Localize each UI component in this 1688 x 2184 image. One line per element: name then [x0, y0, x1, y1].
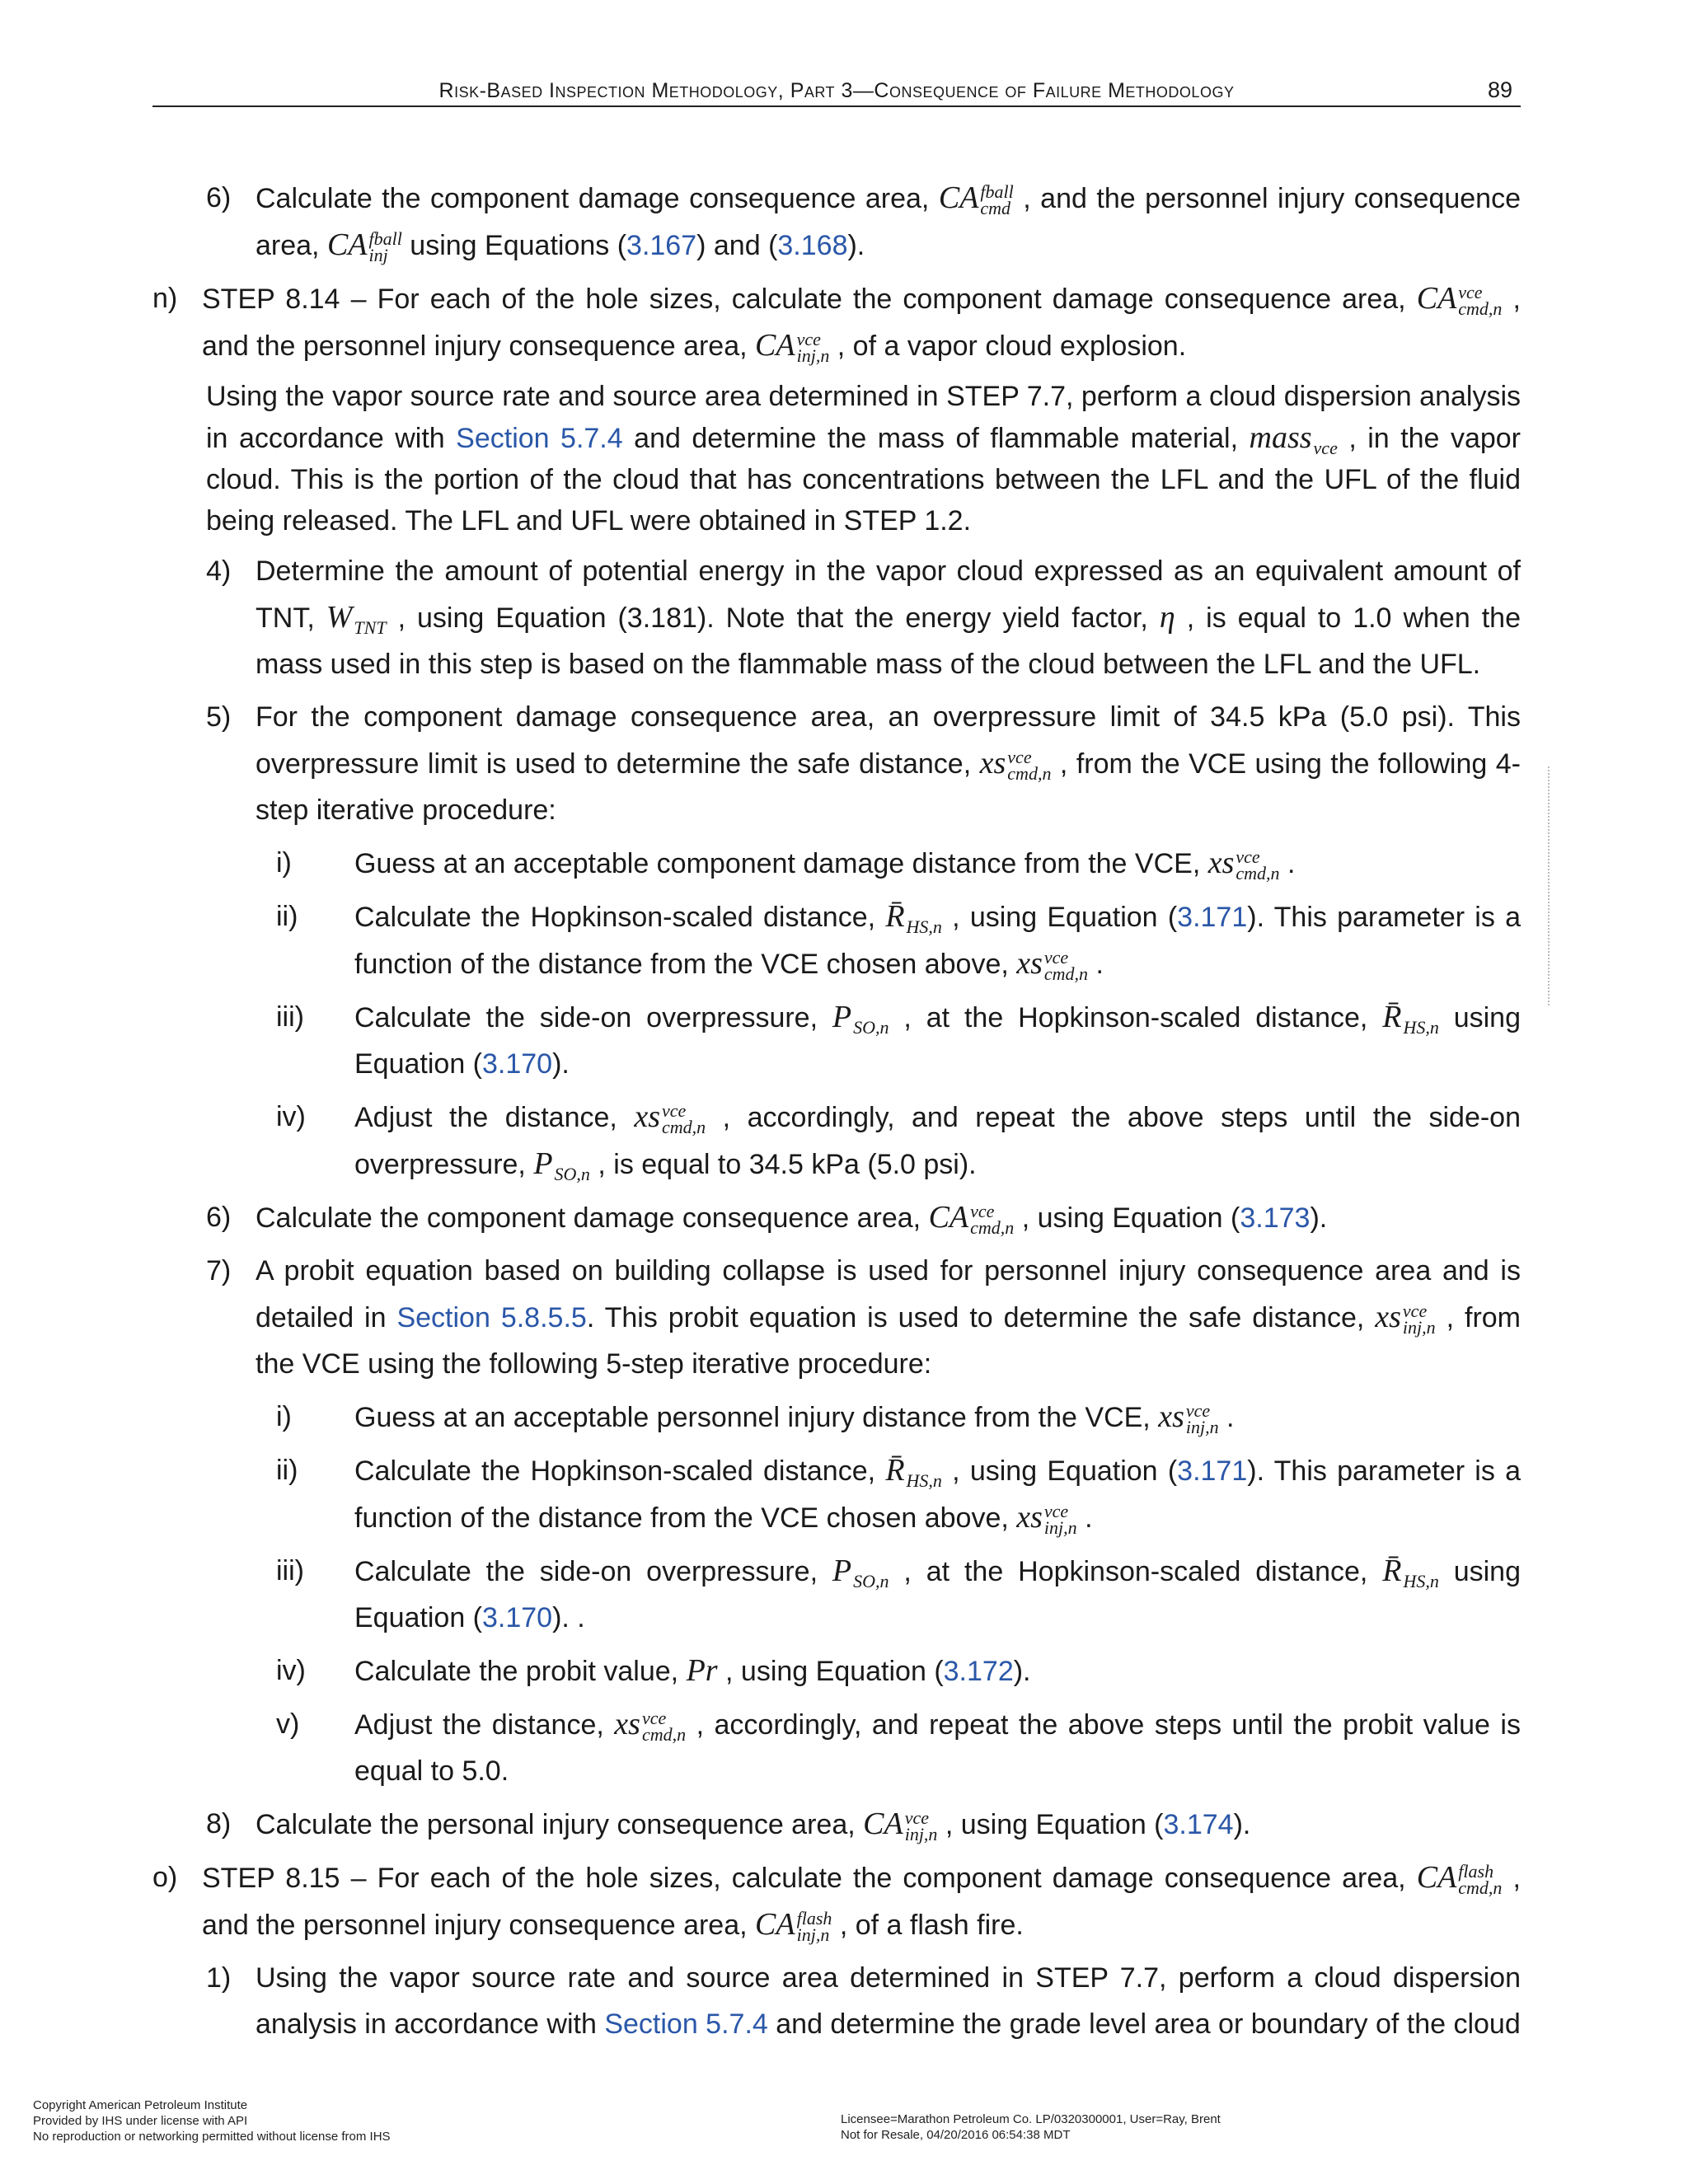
document-body: [152, 175, 1521, 2054]
footer-copyright: [33, 2097, 391, 2144]
text-run: Adjust the distance,: [354, 1709, 615, 1741]
item-label: iii): [276, 1555, 304, 1586]
text-run: , and the personnel injury consequence area,: [202, 1863, 1521, 1941]
math-symbol: [863, 1807, 938, 1845]
step-item: [206, 1801, 1521, 1848]
math-subscript: inj,n: [1402, 1317, 1436, 1338]
math-subscript: inj,n: [1185, 1417, 1219, 1438]
math-subscript: HS,n: [1403, 1571, 1439, 1592]
math-subscript: cmd,n: [1007, 763, 1052, 785]
item-label: n): [152, 283, 178, 314]
step-item: [206, 548, 1521, 687]
text-run: using Equation (: [354, 1002, 1521, 1080]
text-run: ).: [1310, 1202, 1328, 1234]
text-run: Calculate the Hopkinson-scaled distance,: [354, 1455, 886, 1487]
math-subscript: cmd,n: [970, 1217, 1015, 1239]
item-text: [354, 994, 1521, 1087]
math-symbol: [1249, 420, 1338, 459]
math-subscript: cmd,n: [1458, 1877, 1503, 1899]
item-text: [206, 376, 1521, 541]
item-label: 4): [206, 555, 232, 587]
math-subscript: HS,n: [906, 916, 942, 938]
math-base: R̄: [1382, 1000, 1402, 1034]
math-subscript: SO,n: [554, 1164, 590, 1185]
text-run: Calculate the component damage consequence area,: [256, 183, 939, 214]
cross-reference-link[interactable]: Section 5.7.4: [456, 423, 623, 454]
substep-item: [276, 1548, 1521, 1641]
math-symbol: [1016, 946, 1089, 985]
text-run: ). .: [552, 1602, 585, 1633]
math-base: R̄: [885, 899, 905, 934]
text-run: , using Equation (: [717, 1656, 944, 1687]
math-base: xs: [614, 1707, 640, 1741]
math-symbol: [1416, 1860, 1503, 1899]
math-superscript: vce: [1458, 282, 1483, 303]
item-label: 7): [206, 1255, 232, 1286]
footer-line: Not for Resale, 04/20/2016 06:54:38 MDT: [841, 2128, 1071, 2142]
text-run: Guess at an acceptable personnel injury distance from the VCE,: [354, 1402, 1159, 1433]
math-symbol: [832, 1554, 889, 1592]
text-run: , of a flash fire.: [832, 1910, 1024, 1941]
math-subscript: inj: [368, 245, 388, 266]
math-base: mass: [1249, 420, 1312, 455]
item-label: iii): [276, 1001, 304, 1033]
math-subscript: cmd,n: [662, 1117, 706, 1138]
math-base: xs: [979, 746, 1006, 780]
math-base: CA: [755, 1907, 795, 1942]
math-base: CA: [1416, 1860, 1457, 1895]
item-text: [354, 893, 1521, 987]
text-run: , using Equation (: [937, 1809, 1164, 1840]
text-run: ).: [1233, 1809, 1251, 1840]
substep-item: [276, 1094, 1521, 1188]
item-text: [354, 1094, 1521, 1188]
math-superscript: vce: [1185, 1400, 1211, 1422]
item-label: v): [276, 1708, 300, 1740]
text-run: and determine the grade level area or boundary of the cloud: [767, 2008, 1521, 2040]
math-symbol: [634, 1099, 706, 1138]
math-base: Pr: [686, 1653, 718, 1688]
cross-reference-link[interactable]: Section 5.8.5.5: [396, 1302, 587, 1333]
text-run: using Equation (: [354, 1556, 1521, 1633]
math-base: xs: [1016, 1500, 1043, 1535]
math-symbol: [755, 1907, 832, 1946]
text-run: ) and (: [696, 230, 778, 261]
math-symbol: [326, 600, 387, 639]
text-run: ).: [1013, 1656, 1031, 1687]
math-base: xs: [1016, 946, 1043, 981]
item-text: [202, 1854, 1521, 1948]
math-subscript: inj,n: [904, 1824, 938, 1845]
footer-line: Provided by IHS under license with API: [33, 2114, 248, 2128]
math-superscript: fball: [368, 228, 402, 250]
text-run: Using the vapor source rate and source area determined in STEP 7.7, perform a cloud dispersion analysis in accordance with: [256, 1962, 1521, 2040]
page-header: [152, 79, 1521, 107]
text-run: Guess at an acceptable component damage distance from the VCE,: [354, 848, 1208, 879]
text-run: .: [1088, 949, 1104, 980]
math-superscript: vce: [662, 1100, 687, 1122]
math-base: CA: [326, 227, 368, 262]
cross-reference-link[interactable]: 3.171: [1177, 902, 1248, 933]
math-subscript: HS,n: [906, 1470, 942, 1492]
math-symbol: [938, 180, 1014, 219]
item-label: o): [152, 1862, 178, 1893]
step-item: [206, 1955, 1521, 2047]
math-base: xs: [1375, 1300, 1401, 1334]
math-symbol: [1160, 600, 1175, 635]
math-subscript: vce: [1313, 438, 1338, 459]
item-text: [256, 1955, 1521, 2047]
math-superscript: flash: [1458, 1861, 1494, 1882]
math-symbol: [1416, 281, 1503, 320]
item-text: [354, 1447, 1521, 1541]
math-base: CA: [1416, 281, 1457, 316]
item-label: ii): [276, 1455, 298, 1486]
step-item: [152, 275, 1521, 369]
text-run: STEP 8.14 – For each of the hole sizes, calculate the component damage consequence area,: [202, 284, 1417, 315]
text-run: using Equations (: [401, 230, 627, 261]
math-base: CA: [863, 1807, 903, 1841]
cross-reference-link[interactable]: 3.170: [482, 1048, 553, 1080]
math-symbol: [1158, 1399, 1219, 1438]
math-symbol: [687, 1653, 718, 1688]
substep-item: [276, 1447, 1521, 1541]
math-symbol: [885, 899, 942, 938]
item-text: [354, 1548, 1521, 1641]
item-label: 6): [206, 1202, 232, 1233]
text-run: For the component damage consequence area, an overpressure limit of 34.5 kPa (5.0 psi). This overpressure limit is used to determine the safe distance,: [256, 701, 1521, 780]
substep-item: [276, 1394, 1521, 1441]
substep-item: [276, 1701, 1521, 1794]
item-text: [202, 275, 1521, 369]
math-superscript: vce: [904, 1807, 929, 1829]
text-run: , using Equation (: [1014, 1202, 1240, 1234]
cross-reference-link[interactable]: 3.172: [943, 1656, 1014, 1687]
math-base: P: [832, 1000, 852, 1034]
text-run: , at the Hopkinson-scaled distance,: [889, 1002, 1383, 1033]
footer-license: [841, 2111, 1221, 2143]
text-run: , using Equation (3.181). Note that the energy yield factor,: [386, 602, 1160, 634]
math-base: CA: [938, 180, 979, 215]
text-run: , and the personnel injury consequence area,: [256, 183, 1521, 261]
math-symbol: [832, 1000, 889, 1038]
text-run: ). This parameter is a function of the distance from the VCE chosen above,: [354, 902, 1522, 980]
math-base: P: [832, 1554, 852, 1588]
step-item: [206, 1194, 1521, 1241]
math-base: CA: [755, 328, 795, 363]
text-run: STEP 8.15 – For each of the hole sizes, calculate the component damage consequence area,: [202, 1863, 1417, 1894]
text-run: Calculate the component damage consequence area,: [256, 1202, 929, 1234]
math-symbol: [614, 1707, 687, 1746]
text-run: Determine the amount of potential energy in the vapor cloud expressed as an equivalent amount of TNT,: [256, 555, 1521, 634]
math-superscript: vce: [641, 1708, 667, 1729]
substep-item: [276, 1647, 1521, 1694]
math-subscript: cmd,n: [1458, 298, 1503, 320]
item-text: [256, 1194, 1521, 1241]
item-text: [256, 548, 1521, 687]
math-subscript: inj,n: [796, 345, 830, 367]
footer-line: Copyright American Petroleum Institute: [33, 2098, 248, 2112]
math-base: R̄: [1382, 1554, 1402, 1588]
math-symbol: [1382, 1000, 1439, 1038]
math-symbol: [885, 1453, 942, 1492]
text-run: .: [1279, 848, 1296, 879]
text-run: , accordingly, and repeat the above steps until the probit value is equal to 5.0.: [354, 1709, 1521, 1787]
text-run: Adjust the distance,: [354, 1102, 635, 1133]
item-label: iv): [276, 1101, 306, 1132]
step-item: [206, 694, 1521, 833]
step-item: [152, 1854, 1521, 1948]
text-run: ).: [552, 1048, 570, 1080]
math-subscript: SO,n: [853, 1017, 889, 1038]
item-label: iv): [276, 1655, 306, 1686]
math-superscript: vce: [1043, 1501, 1069, 1522]
item-label: ii): [276, 901, 298, 932]
math-symbol: [1016, 1500, 1077, 1539]
step-item: [206, 1248, 1521, 1387]
cross-reference-link[interactable]: 3.173: [1240, 1202, 1311, 1234]
text-run: , is equal to 1.0 when the mass used in this step is based on the flammable mass of the cloud between the LFL and the UFL.: [256, 602, 1521, 680]
text-run: Calculate the Hopkinson-scaled distance,: [354, 902, 886, 933]
text-run: . This probit equation is used to determine the safe distance,: [586, 1302, 1376, 1333]
text-run: , using Equation (: [941, 902, 1178, 933]
text-run: .: [1076, 1502, 1093, 1534]
math-superscript: vce: [796, 329, 821, 350]
cross-reference-link[interactable]: 3.167: [626, 230, 697, 261]
text-run: , at the Hopkinson-scaled distance,: [889, 1556, 1383, 1587]
math-subscript: inj,n: [1043, 1517, 1077, 1539]
text-run: A probit equation based on building collapse is used for personnel injury consequence area and is detailed in: [256, 1255, 1521, 1333]
text-run: .: [1218, 1402, 1235, 1433]
item-text: [354, 1394, 1521, 1441]
item-text: [256, 1801, 1521, 1848]
math-symbol: [755, 328, 830, 367]
substep-item: [276, 840, 1521, 887]
item-text: [354, 1701, 1521, 1794]
step-item: [206, 175, 1521, 269]
math-symbol: [979, 746, 1052, 785]
text-run: and determine the mass of flammable material,: [622, 423, 1250, 454]
margin-marks: [1548, 766, 1553, 1005]
math-base: P: [533, 1146, 553, 1181]
text-run: Using the vapor source rate and source area determined in STEP 7.7, perform a cloud dispersion analysis in accordance with: [206, 381, 1521, 454]
item-text: [354, 840, 1521, 887]
math-superscript: flash: [796, 1908, 832, 1929]
text-run: , using Equation (: [941, 1455, 1178, 1487]
text-run: , is equal to 34.5 kPa (5.0 psi).: [589, 1149, 977, 1180]
cross-reference-link[interactable]: Section 5.7.4: [604, 2008, 768, 2040]
math-superscript: fball: [980, 181, 1014, 203]
text-run: , and the personnel injury consequence area,: [202, 284, 1521, 362]
running-title: Risk-Based Inspection Methodology, Part 3—Consequence of Failure Methodology: [438, 79, 1235, 102]
cross-reference-link[interactable]: 3.174: [1163, 1809, 1234, 1840]
item-label: i): [276, 847, 292, 879]
math-symbol: [326, 227, 402, 266]
math-symbol: [533, 1146, 590, 1185]
math-base: xs: [1158, 1399, 1184, 1434]
cross-reference-link[interactable]: 3.171: [1177, 1455, 1248, 1487]
math-superscript: vce: [1007, 747, 1032, 768]
substep-item: [276, 994, 1521, 1087]
math-superscript: vce: [1043, 947, 1069, 968]
cross-reference-link[interactable]: 3.170: [482, 1602, 553, 1633]
math-base: η: [1159, 600, 1175, 635]
item-label: 8): [206, 1808, 232, 1840]
item-text: [256, 694, 1521, 833]
math-superscript: vce: [1402, 1301, 1428, 1322]
text-run: Calculate the side-on overpressure,: [354, 1002, 832, 1033]
text-run: , accordingly, and repeat the above steps until the side-on overpressure,: [354, 1102, 1521, 1180]
math-symbol: [1375, 1300, 1436, 1338]
cross-reference-link[interactable]: 3.168: [777, 230, 848, 261]
math-base: xs: [634, 1099, 661, 1134]
item-text: [256, 175, 1521, 269]
paragraph: [206, 376, 1521, 541]
math-subscript: cmd,n: [1236, 863, 1280, 884]
item-label: 6): [206, 182, 232, 213]
footer-line: No reproduction or networking permitted without license from IHS: [33, 2130, 391, 2144]
text-run: , from the VCE using the following 5-step iterative procedure:: [256, 1302, 1522, 1380]
math-symbol: [928, 1200, 1015, 1239]
math-subscript: inj,n: [796, 1924, 830, 1946]
text-run: , in the vapor cloud. This is the portion of the cloud that has concentrations between the LFL and the UFL of the fluid being released. The LFL and UFL were obtained in STEP 1.2.: [206, 423, 1521, 537]
substep-item: [276, 893, 1521, 987]
item-text: [256, 1248, 1521, 1387]
math-superscript: vce: [970, 1201, 995, 1222]
math-subscript: cmd: [980, 198, 1011, 219]
page-number: 89: [1487, 77, 1512, 102]
item-label: 5): [206, 701, 232, 733]
math-subscript: SO,n: [853, 1571, 889, 1592]
text-run: Calculate the personal injury consequence area,: [256, 1809, 864, 1840]
item-label: i): [276, 1401, 292, 1432]
math-subscript: HS,n: [1403, 1017, 1439, 1038]
text-run: Calculate the probit value,: [354, 1656, 687, 1687]
math-base: xs: [1207, 846, 1235, 880]
item-label: 1): [206, 1962, 232, 1994]
text-run: ).: [847, 230, 865, 261]
text-run: Calculate the side-on overpressure,: [354, 1556, 832, 1587]
math-base: W: [326, 600, 353, 635]
math-base: CA: [928, 1200, 969, 1235]
text-run: , of a vapor cloud explosion.: [829, 330, 1187, 362]
math-symbol: [1382, 1554, 1439, 1592]
footer-line: Licensee=Marathon Petroleum Co. LP/0320300001, User=Ray, Brent: [841, 2112, 1221, 2126]
math-subscript: TNT: [354, 617, 387, 639]
math-subscript: cmd,n: [641, 1724, 687, 1746]
math-symbol: [1207, 846, 1280, 884]
text-run: ). This parameter is a function of the distance from the VCE chosen above,: [354, 1455, 1522, 1534]
text-run: , from the VCE using the following 4-step iterative procedure:: [256, 748, 1522, 826]
math-base: R̄: [885, 1453, 905, 1488]
math-superscript: vce: [1236, 846, 1260, 868]
item-text: [354, 1647, 1521, 1694]
math-subscript: cmd,n: [1043, 963, 1089, 985]
